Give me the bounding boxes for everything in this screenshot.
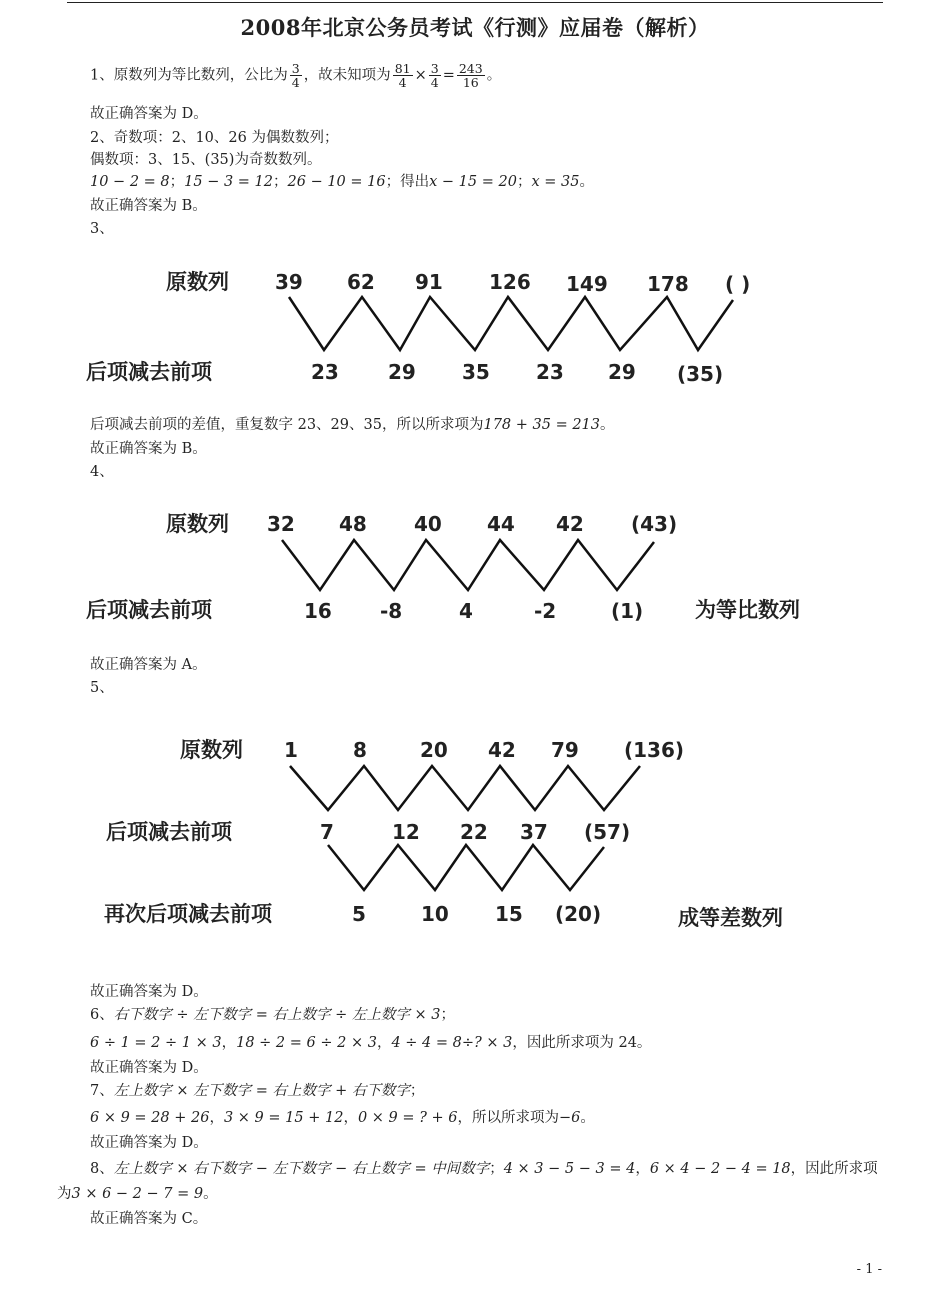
q5-mid-1: 12 bbox=[392, 820, 420, 844]
q5-mid-2: 22 bbox=[460, 820, 488, 844]
q1-b-fraction: $\frac{3}{4}$ bbox=[430, 61, 439, 90]
q5-bottom-0: 5 bbox=[352, 902, 366, 926]
q4-bottom-2: 4 bbox=[459, 599, 473, 623]
q3-top-2: 91 bbox=[415, 270, 443, 294]
q2-line2: 偶数项：3、15、(35)为奇数数列。 bbox=[90, 152, 322, 168]
q5-label-top: 原数列 bbox=[180, 738, 243, 762]
q4-top-5: (43) bbox=[631, 512, 678, 536]
q5-mid-4: (57) bbox=[584, 820, 631, 844]
q1-a-fraction: $\frac{81}{4}$ bbox=[394, 61, 411, 90]
q7-calc-line: 6 × 9 = 28 + 26，3 × 9 = 15 + 12，0 × 9 = ? + 6，所以所求项为−6。 bbox=[90, 1110, 595, 1126]
q2-answer: 故正确答案为 B。 bbox=[90, 198, 207, 214]
q5-top-0: 1 bbox=[284, 738, 298, 762]
q8-rule-line: 8、左上数字 × 右下数字 − 左下数字 − 右上数字 = 中间数字；4 × 3 − 5 − 3 = 4，6 × 4 − 2 − 4 = 18，因此所求项 bbox=[90, 1161, 878, 1177]
q4-top-0: 32 bbox=[267, 512, 295, 536]
q2-line1: 2、奇数项：2、10、26 为偶数数列； bbox=[90, 130, 339, 146]
q3-bottom-1: 29 bbox=[388, 360, 416, 384]
q4-top-3: 44 bbox=[487, 512, 515, 536]
q2-line3: 10 − 2 = 8；15 − 3 = 12；26 − 10 = 16；得出x − 15 = 20；x = 35。 bbox=[90, 174, 594, 190]
q3-top-6: ( ) bbox=[725, 272, 751, 296]
q5-top-4: 79 bbox=[551, 738, 579, 762]
q5-mid-0: 7 bbox=[320, 820, 334, 844]
q7-rule-line: 7、左上数字 × 左下数字 = 右上数字 + 右下数字； bbox=[90, 1083, 425, 1099]
q5-top-3: 42 bbox=[488, 738, 516, 762]
q3-bottom-4: 29 bbox=[608, 360, 636, 384]
q4-note: 为等比数列 bbox=[695, 598, 800, 622]
q1-ratio-fraction: $\frac{3}{4}$ bbox=[291, 61, 300, 90]
q5-top-1: 8 bbox=[353, 738, 367, 762]
q5-bottom-3: (20) bbox=[555, 902, 602, 926]
q7-answer: 故正确答案为 D。 bbox=[90, 1135, 208, 1151]
q8-answer: 故正确答案为 C。 bbox=[90, 1211, 208, 1227]
q3-top-0: 39 bbox=[275, 270, 303, 294]
q5-note: 成等差数列 bbox=[678, 906, 783, 930]
q4-label-top: 原数列 bbox=[166, 512, 229, 536]
q3-answer: 故正确答案为 B。 bbox=[90, 441, 207, 457]
page-number: - 1 - bbox=[856, 1262, 882, 1277]
q1-result-fraction: $\frac{243}{16}$ bbox=[458, 61, 483, 90]
page-title: 2008年北京公务员考试《行测》应届卷（解析） bbox=[240, 15, 710, 40]
q1-mid: ，故未知项为 bbox=[303, 67, 391, 84]
q1-answer: 故正确答案为 D。 bbox=[90, 106, 208, 122]
q5-label-mid: 后项减去前项 bbox=[106, 820, 232, 844]
q5-bottom-2: 15 bbox=[495, 902, 523, 926]
q4-top-4: 42 bbox=[556, 512, 584, 536]
q3-bottom-5: (35) bbox=[677, 362, 724, 386]
q5-number: 5、 bbox=[90, 680, 114, 696]
q5-answer: 故正确答案为 D。 bbox=[90, 984, 208, 1000]
q4-bottom-4: (1) bbox=[611, 599, 644, 623]
q4-number: 4、 bbox=[90, 464, 114, 480]
q3-top-4: 149 bbox=[566, 272, 608, 296]
q4-bottom-1: -8 bbox=[380, 599, 403, 623]
q3-top-1: 62 bbox=[347, 270, 375, 294]
q3-bottom-2: 35 bbox=[462, 360, 490, 384]
q6-rule-line: 6、右下数字 ÷ 左下数字 = 右上数字 ÷ 左上数字 × 3； bbox=[90, 1007, 455, 1023]
q3-bottom-0: 23 bbox=[311, 360, 339, 384]
q3-top-3: 126 bbox=[489, 270, 531, 294]
q1-line: 1、原数列为等比数列，公比为 $\frac{3}{4}$ ，故未知项为 $\frac{81}{4}$ × $\frac{3}{4}$ = $\frac{243}{16}$ 。 bbox=[90, 61, 502, 90]
q4-bottom-3: -2 bbox=[534, 599, 557, 623]
q6-answer: 故正确答案为 D。 bbox=[90, 1060, 208, 1076]
q3-number: 3、 bbox=[90, 221, 114, 237]
q5-mid-3: 37 bbox=[520, 820, 548, 844]
q5-top-2: 20 bbox=[420, 738, 448, 762]
q3-label-bottom: 后项减去前项 bbox=[86, 360, 212, 384]
q6-calc-line: 6 ÷ 1 = 2 ÷ 1 × 3，18 ÷ 2 = 6 ÷ 2 × 3，4 ÷ 4 = 8÷? × 3，因此所求项为 24。 bbox=[90, 1035, 652, 1051]
q4-label-bottom: 后项减去前项 bbox=[86, 598, 212, 622]
q3-explain: 后项减去前项的差值，重复数字 23、29、35，所以所求项为178 + 35 = 213。 bbox=[90, 417, 615, 433]
q8-result-line: 为3 × 6 − 2 − 7 = 9。 bbox=[57, 1186, 218, 1202]
q3-top-5: 178 bbox=[647, 272, 689, 296]
q4-bottom-0: 16 bbox=[304, 599, 332, 623]
q4-answer: 故正确答案为 A。 bbox=[90, 657, 207, 673]
q4-top-2: 40 bbox=[414, 512, 442, 536]
q5-top-5: (136) bbox=[624, 738, 685, 762]
q5-bottom-1: 10 bbox=[421, 902, 449, 926]
q1-lead: 1、原数列为等比数列，公比为 bbox=[90, 67, 288, 84]
q3-label-top: 原数列 bbox=[166, 270, 229, 294]
q5-label-bottom: 再次后项减去前项 bbox=[104, 902, 272, 926]
q3-bottom-3: 23 bbox=[536, 360, 564, 384]
q4-top-1: 48 bbox=[339, 512, 367, 536]
